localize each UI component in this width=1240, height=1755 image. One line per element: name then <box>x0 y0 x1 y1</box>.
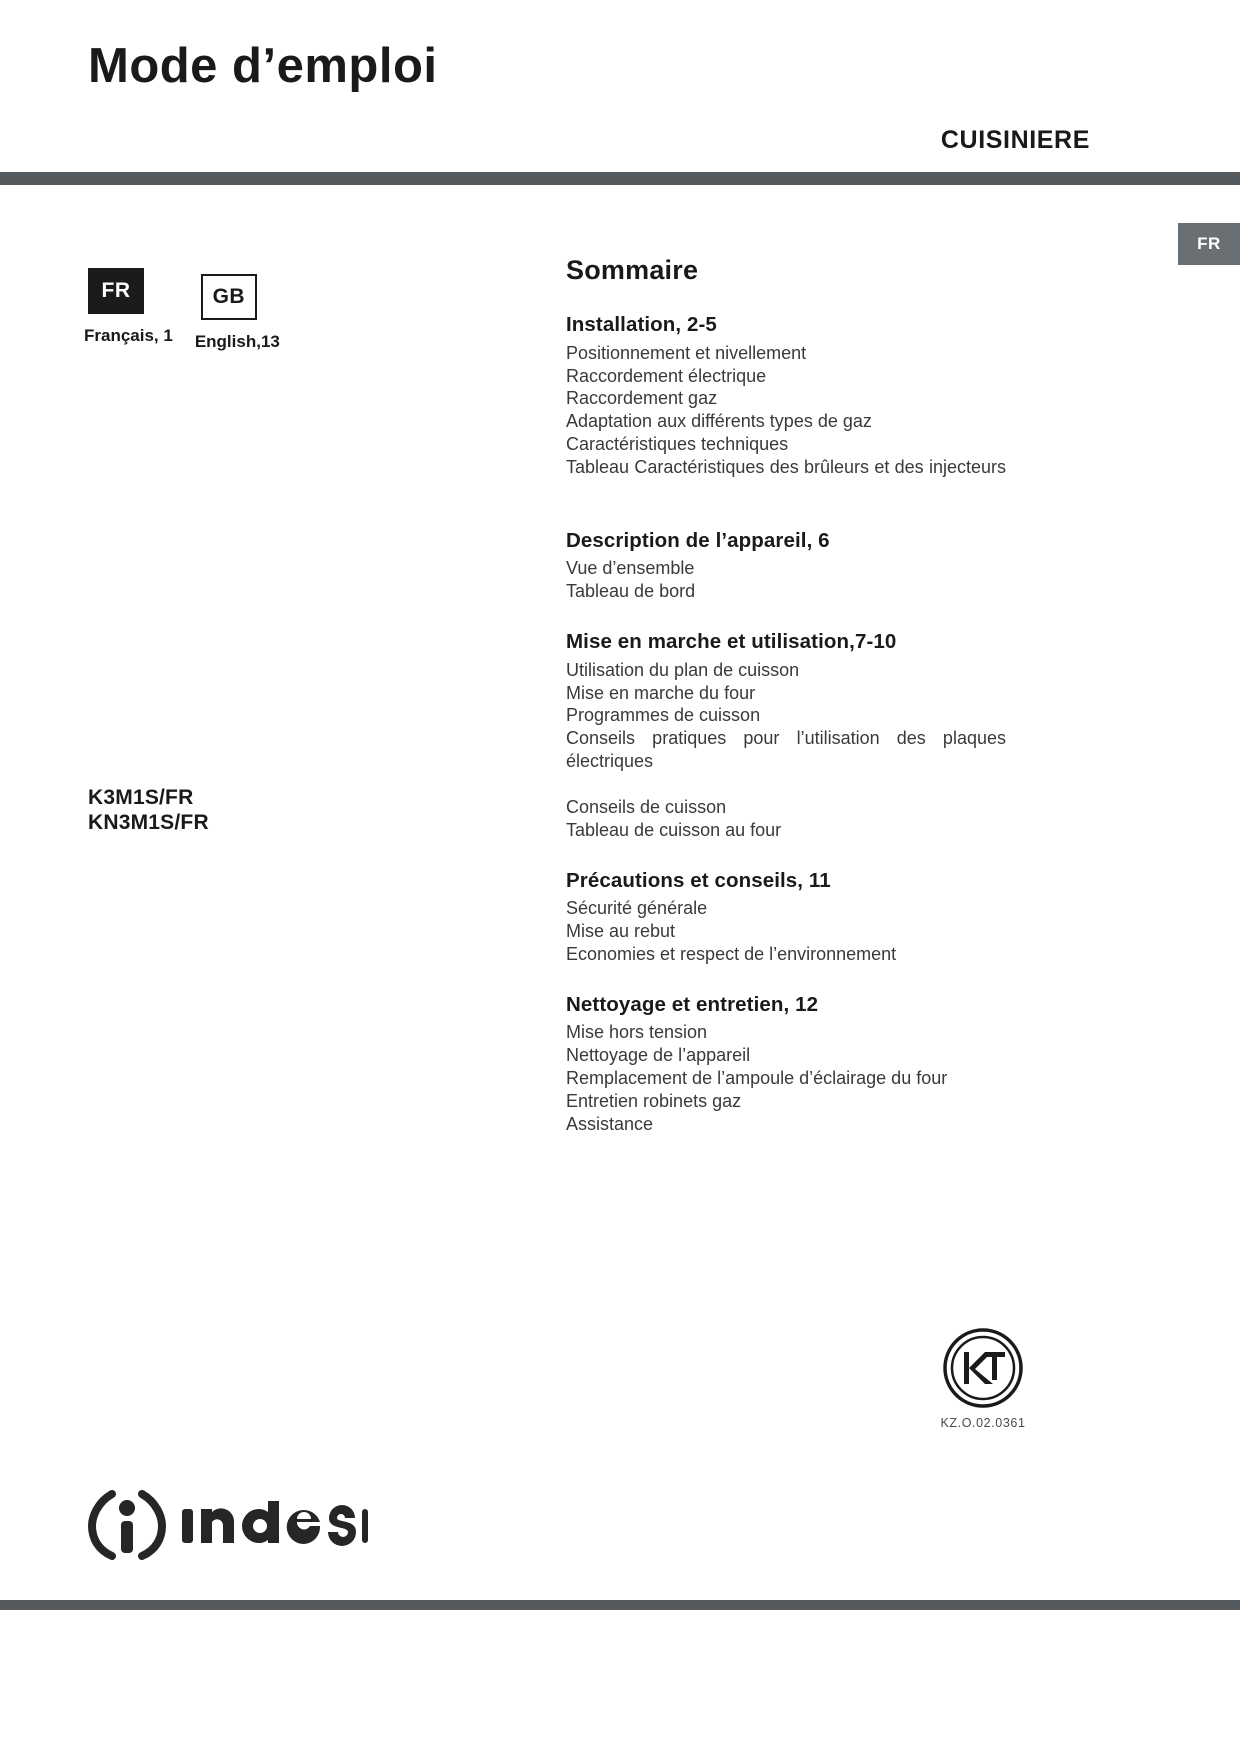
toc-entry[interactable]: Tableau de bord <box>566 581 696 602</box>
toc-heading[interactable]: Précautions et conseils, 11 <box>566 868 831 892</box>
toc-entry[interactable]: Mise en marche du four <box>566 682 756 703</box>
toc-entry[interactable]: Tableau de cuisson au four <box>566 819 782 840</box>
toc-entry[interactable]: Vue d’ensemble <box>566 558 695 579</box>
toc-entry[interactable]: Programmes de cuisson <box>566 705 761 726</box>
footer-divider <box>0 1600 1240 1610</box>
product-type-label: CUISINIERE <box>940 126 1090 154</box>
toc-section-installation <box>566 312 1006 502</box>
toc-entry[interactable]: Adaptation aux différents types de gaz <box>566 411 872 432</box>
header-divider-highlight <box>0 185 1240 187</box>
toc-entry[interactable]: Raccordement gaz <box>566 388 718 409</box>
toc-section-nettoyage <box>566 992 1006 1136</box>
model-code: K3M1S/FR <box>88 786 194 809</box>
side-tab-fr: FR <box>1178 223 1240 265</box>
toc-entry[interactable]: Remplacement de l’ampoule d’éclairage du four <box>566 1068 948 1089</box>
language-item-fr[interactable] <box>84 268 173 346</box>
toc-entry[interactable]: Entretien robinets gaz <box>566 1090 742 1111</box>
page-title: Mode d’emploi <box>88 39 438 93</box>
toc-entry[interactable]: Conseils pratiques pour l’utilisation des plaques électriques <box>566 728 1006 772</box>
toc-entry[interactable]: Positionnement et nivellement <box>566 342 807 363</box>
toc-entry[interactable]: Utilisation du plan de cuisson <box>566 659 800 680</box>
brand-logo <box>88 1488 370 1560</box>
toc-section-precautions <box>566 868 1006 966</box>
toc-entry[interactable]: Caractéristiques techniques <box>566 434 789 455</box>
language-item-gb[interactable] <box>194 274 280 352</box>
toc-heading[interactable]: Description de l’appareil, 6 <box>566 528 830 552</box>
certification-code: KZ.O.02.0361 <box>940 1416 1026 1430</box>
language-badge-fr: FR <box>88 268 144 314</box>
toc-entry[interactable]: Economies et respect de l’environnement <box>566 943 897 964</box>
toc-heading[interactable]: Installation, 2-5 <box>566 313 717 336</box>
toc-entry[interactable]: Conseils de cuisson <box>566 796 727 817</box>
eac-kz-mark-icon <box>928 1326 1038 1410</box>
toc-title: Sommaire <box>566 255 699 285</box>
toc-heading[interactable]: Mise en marche et utilisation,7-10 <box>566 630 897 654</box>
toc-entry[interactable]: Tableau Caractéristiques des brûleurs et des injecteurs <box>566 456 1006 477</box>
table-of-contents <box>566 255 1006 1136</box>
language-caption-gb: English,13 <box>194 332 280 351</box>
toc-entry[interactable]: Mise au rebut <box>566 921 676 942</box>
toc-entry[interactable]: Raccordement électrique <box>566 365 767 386</box>
header-divider <box>0 172 1240 185</box>
language-selector <box>84 268 468 352</box>
model-code: KN3M1S/FR <box>88 810 209 834</box>
toc-section-description <box>566 528 1006 603</box>
language-badge-gb: GB <box>201 274 257 320</box>
indesit-wordmark <box>180 1501 370 1547</box>
language-caption-fr: Français, 1 <box>84 326 173 345</box>
certification-mark <box>928 1326 1038 1430</box>
model-codes <box>88 786 209 836</box>
indesit-i-mark-icon <box>88 1488 166 1560</box>
toc-entry[interactable]: Mise hors tension <box>566 1022 708 1043</box>
toc-entry[interactable]: Assistance <box>566 1113 654 1134</box>
toc-entry[interactable]: Sécurité générale <box>566 898 708 919</box>
toc-section-utilisation <box>566 629 1006 842</box>
toc-heading[interactable]: Nettoyage et entretien, 12 <box>566 992 819 1016</box>
toc-entry[interactable]: Nettoyage de l’appareil <box>566 1045 751 1066</box>
